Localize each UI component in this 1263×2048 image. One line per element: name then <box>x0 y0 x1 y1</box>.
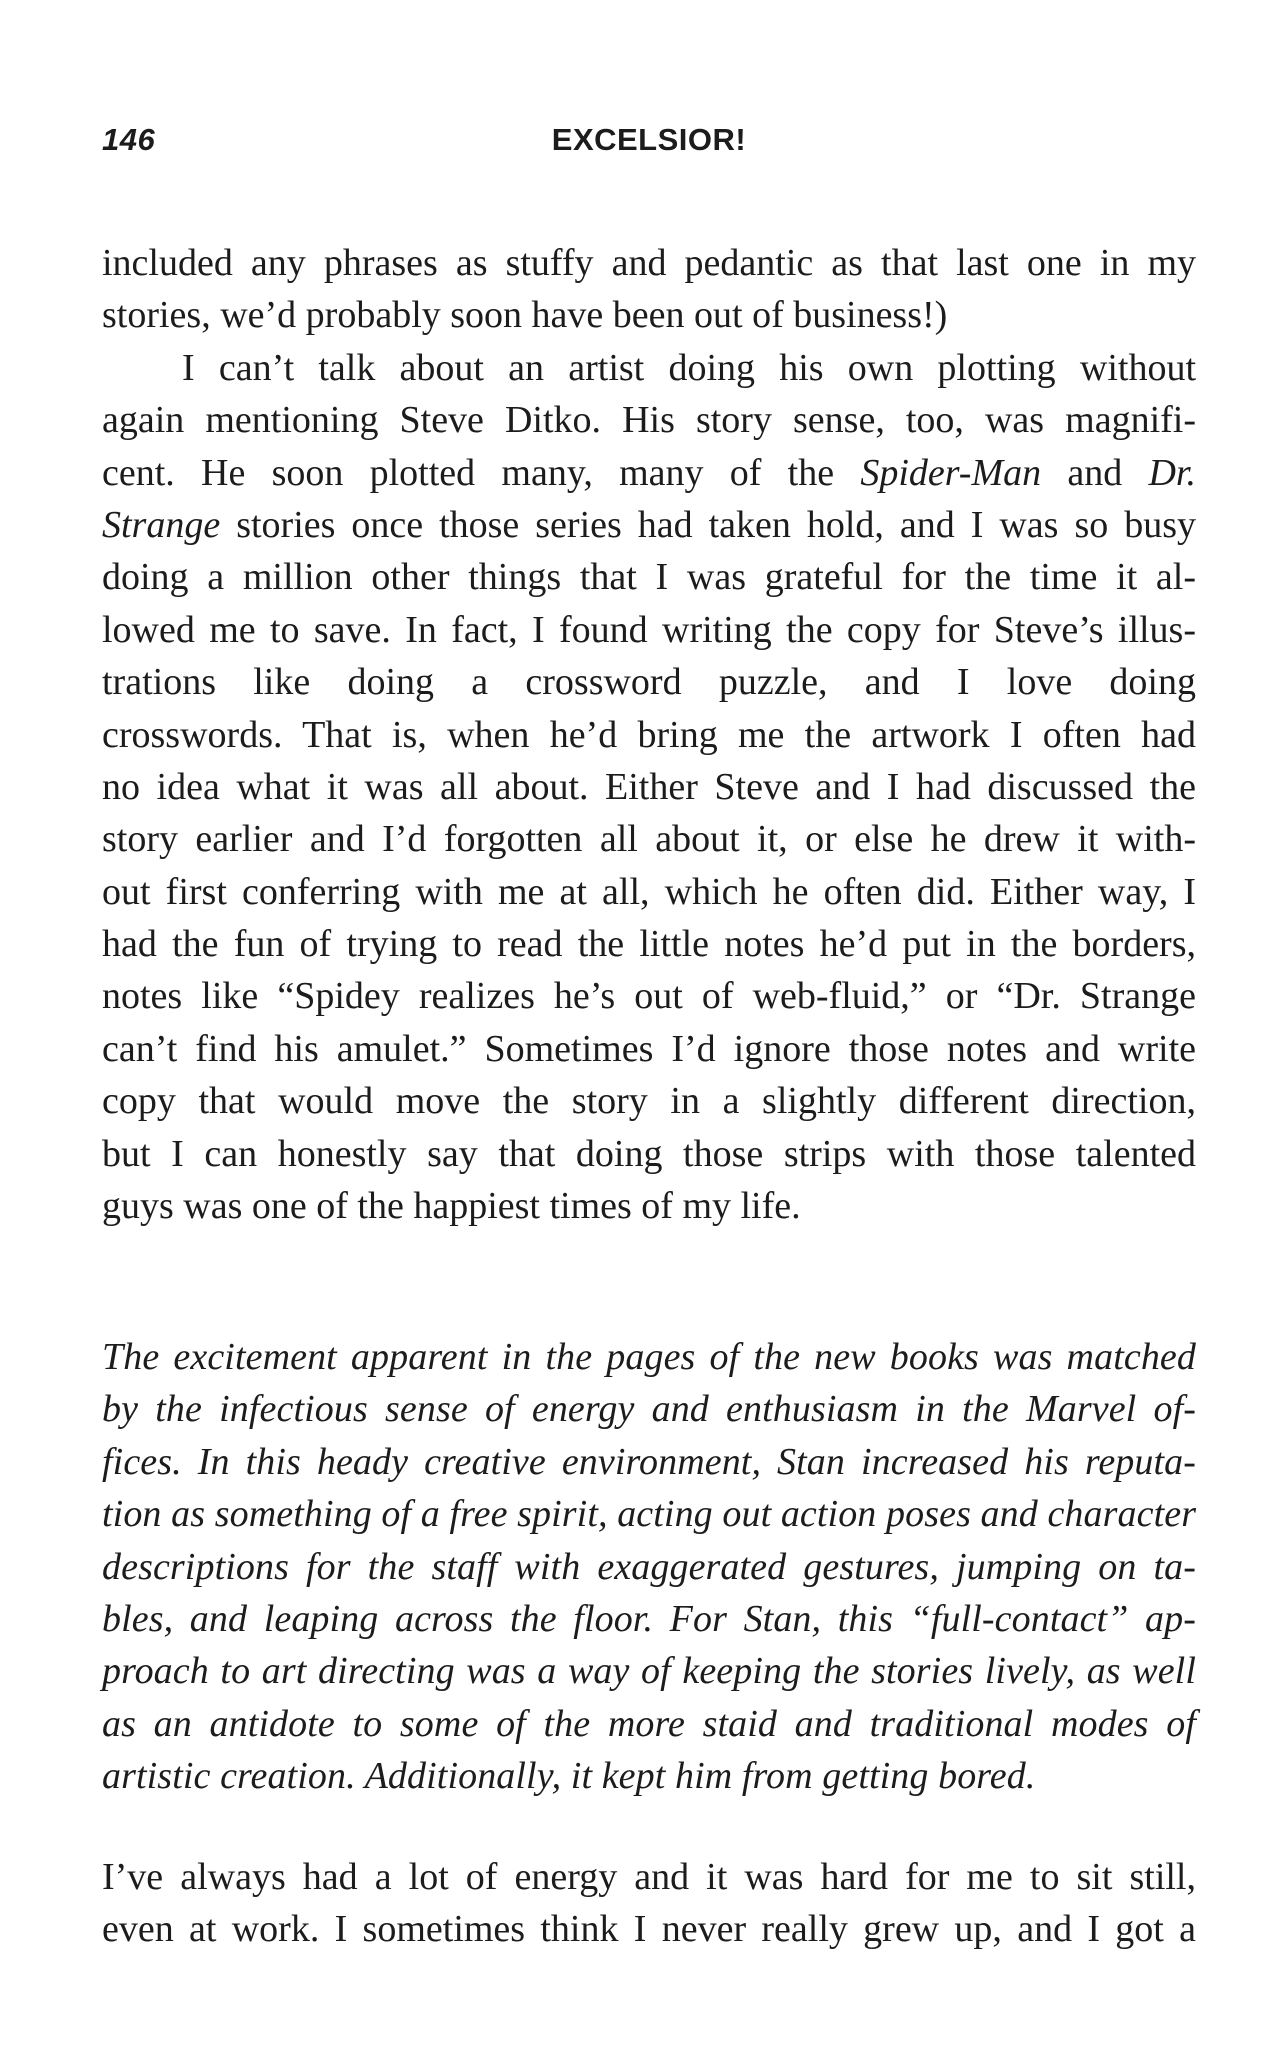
text-line: I’ve always had a lot of energy and it was hard for me to sit still, <box>102 1856 1196 1898</box>
page-number: 146 <box>102 122 156 157</box>
text-line: artistic creation. Additionally, it kept him from getting bored. <box>102 1755 1036 1798</box>
text-segment: stories once those series had taken hold, and I was so busy <box>220 503 1196 546</box>
text-segment: and <box>1041 451 1149 494</box>
text-line: The excitement apparent in the pages of the new books was matched <box>102 1336 1196 1378</box>
italic-title: Spider-Man <box>860 451 1042 494</box>
text-line <box>102 499 1196 551</box>
italic-title: Strange <box>102 503 221 546</box>
narrative-text <box>102 237 1196 1232</box>
text-line: guys was one of the happiest times of my life. <box>102 1185 801 1228</box>
narrative-text <box>102 1851 1196 1956</box>
text-line: but I can honestly say that doing those strips with those talented <box>102 1132 1196 1175</box>
text-line: included any phrases as stuffy and pedantic as that last one in my <box>102 242 1196 284</box>
text-line: descriptions for the staff with exaggerated gestures, jumping on ta- <box>102 1545 1196 1588</box>
text-line <box>102 447 1196 499</box>
text-line: as an antidote to some of the more staid and traditional modes of <box>102 1702 1196 1745</box>
text-line: proach to art directing was a way of keeping the stories lively, as well <box>102 1650 1196 1693</box>
book-title: EXCELSIOR! <box>551 122 747 157</box>
text-line: had the fun of trying to read the little notes he’d put in the borders, <box>102 923 1196 966</box>
text-line: fices. In this heady creative environment, Stan increased his reputa- <box>102 1440 1196 1483</box>
running-head <box>102 118 1196 162</box>
text-line: stories, we’d probably soon have been out of business!) <box>102 294 948 337</box>
text-line: can’t find his amulet.” Sometimes I’d ignore those notes and write <box>102 1027 1196 1070</box>
text-line: copy that would move the story in a slightly different direction, <box>102 1080 1196 1123</box>
text-line: notes like “Spidey realizes he’s out of web-fluid,” or “Dr. Strange <box>102 975 1196 1018</box>
italic-title: Dr. <box>1148 451 1196 494</box>
text-line: story earlier and I’d forgotten all about it, or else he drew it with- <box>102 818 1196 861</box>
text-line: again mentioning Steve Ditko. His story sense, too, was magnifi- <box>102 399 1196 442</box>
text-line: trations like doing a crossword puzzle, and I love doing <box>102 661 1196 704</box>
text-line: tion as something of a free spirit, acting out action poses and character <box>102 1493 1197 1536</box>
italic-commentary <box>102 1331 1196 1803</box>
text-line: doing a million other things that I was grateful for the time it al- <box>102 556 1196 599</box>
text-line: I can’t talk about an artist doing his own plotting without <box>182 346 1196 389</box>
text-segment: cent. He soon plotted many, many of the <box>102 451 861 494</box>
text-line: by the infectious sense of energy and enthusiasm in the Marvel of- <box>102 1388 1196 1431</box>
text-line: bles, and leaping across the floor. For Stan, this “full-contact” ap- <box>102 1597 1196 1640</box>
text-line: no idea what it was all about. Either Steve and I had discussed the <box>102 765 1196 808</box>
text-line: crosswords. That is, when he’d bring me the artwork I often had <box>102 713 1196 756</box>
text-line: even at work. I sometimes think I never really grew up, and I got a <box>102 1908 1196 1951</box>
text-line: lowed me to save. In fact, I found writing the copy for Steve’s illus- <box>102 608 1196 651</box>
text-line: out first conferring with me at all, which he often did. Either way, I <box>102 870 1196 913</box>
